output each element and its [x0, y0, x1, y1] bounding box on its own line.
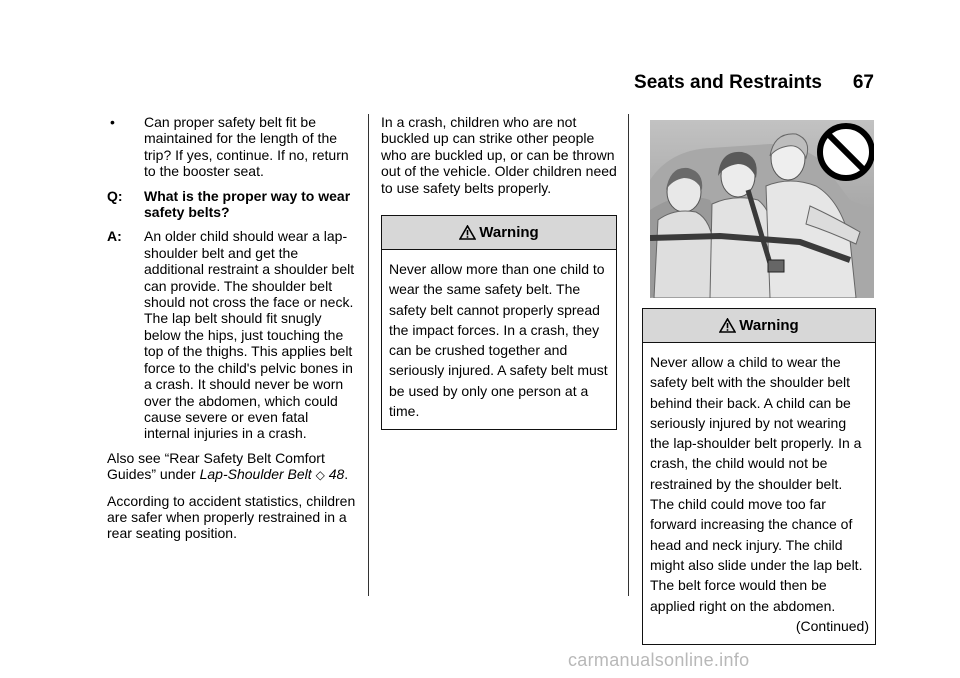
- warning-body: [643, 343, 875, 644]
- page-reference-icon: ◇: [315, 468, 325, 483]
- warning-label: Warning: [739, 317, 799, 334]
- column-divider: [628, 114, 629, 596]
- warning-label: Warning: [479, 224, 539, 241]
- column-divider: [368, 114, 369, 596]
- warning-box-shared-belt: [381, 215, 617, 430]
- cross-reference-link[interactable]: [200, 466, 345, 482]
- child-safety-belt-illustration: [650, 120, 874, 298]
- section-title: Seats and Restraints: [634, 72, 822, 93]
- warning-triangle-icon: [719, 318, 736, 333]
- answer-marker: A:: [107, 228, 122, 245]
- warning-box-shoulder-belt: [642, 308, 876, 645]
- stats-paragraph: According to accident statistics, children are safer when properly restrained in a rear seating position.: [107, 492, 356, 542]
- cross-reference-title: Lap-Shoulder Belt: [199, 466, 312, 483]
- continued-label: (Continued): [795, 617, 869, 634]
- warning-header: [382, 216, 616, 250]
- answer-text: An older child should wear a lap-shoulder belt and get the additional restraint a shoulder belt can provide. The shoulder belt should not cross the face or neck. The lap belt should fit snugly below the hips, just touching the top of the thighs. This applies belt force to the child's pelvic bones in a crash. It should never be worn over the abdomen, which could cause severe or even fatal internal injuries in a crash.: [144, 228, 355, 442]
- page-header: [634, 70, 874, 96]
- bullet-item: [107, 114, 357, 180]
- crash-intro-paragraph: In a crash, children who are not buckled up can strike other people who are buckled up, or can be thrown out of the vehicle. Older children need to use safety belts properly.: [381, 114, 617, 196]
- cross-reference-page: 48: [328, 466, 345, 483]
- warning-triangle-icon: [459, 225, 476, 240]
- watermark: carmanualsonline.info: [568, 650, 750, 670]
- column-1: [107, 114, 357, 551]
- also-see-suffix: .: [344, 466, 349, 483]
- column-2: [381, 114, 617, 205]
- also-see-paragraph: [107, 450, 357, 484]
- warning-body: Never allow more than one child to wear the same safety belt. The safety belt cannot properly spread the impact forces. In a crash, they can be crushed together and seriously injured. A safety belt must be used by only one person at a time.: [389, 261, 608, 420]
- answer-item: [107, 228, 357, 441]
- page-number: 67: [852, 72, 874, 93]
- question-marker: Q:: [107, 187, 123, 204]
- bullet-text: Can proper safety belt fit be maintained for the length of the trip? If yes, continue. If no, return to the booster seat.: [144, 114, 349, 180]
- bullet-marker: •: [110, 114, 115, 130]
- prohibition-icon: [820, 126, 872, 178]
- also-see-prefix: Also see “Rear Safety Belt Comfort Guides” under: [107, 449, 325, 483]
- question-item: [107, 188, 357, 221]
- warning-text: Never allow a child to wear the safety belt with the shoulder belt behind their back. A child can be seriously injured by not wearing the lap-shoulder belt properly. In a crash, the child would not be restrained by the shoulder belt. The child could move too far forward increasing the chance of head and neck injury. The child might also slide under the lap belt. The belt force would then be applied right on the abdomen.: [650, 354, 863, 614]
- warning-header: [643, 309, 875, 343]
- question-text: What is the proper way to wear safety belts?: [144, 187, 351, 221]
